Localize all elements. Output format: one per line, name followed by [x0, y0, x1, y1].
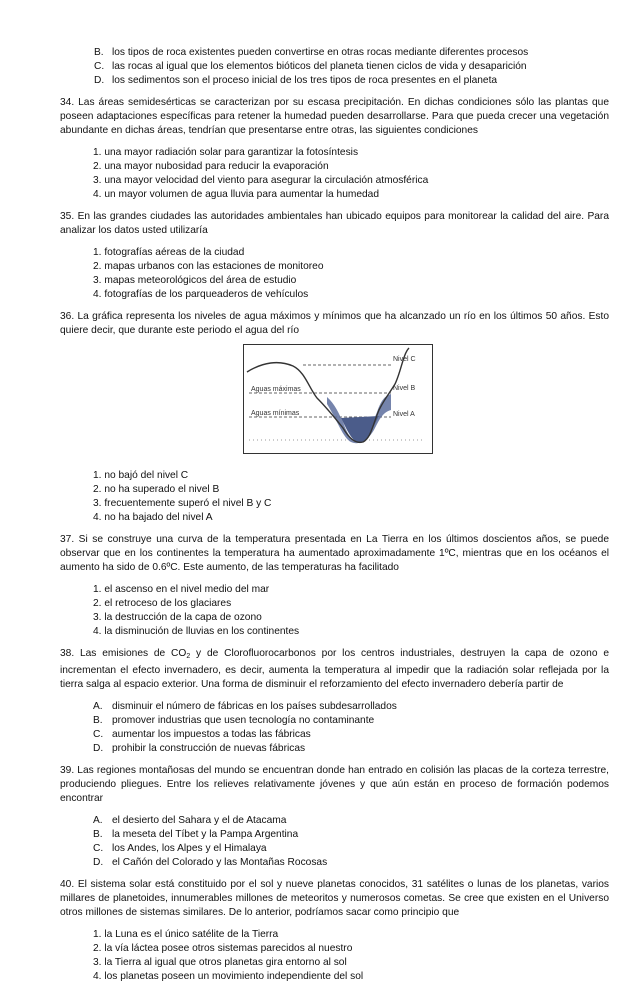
question-37-options — [93, 583, 609, 639]
option-2: 2. el retroceso de los glaciares — [93, 598, 232, 609]
option-a: A. disminuir el número de fábricas en los países subdesarrollados — [93, 701, 397, 712]
option-d: D. prohibir la construcción de nuevas fábricas — [93, 743, 306, 754]
option-2: 2. la vía láctea posee otros sistemas parecidos al nuestro — [93, 943, 353, 954]
aguas-minimas-label: Aguas mínimas — [251, 410, 300, 417]
river-levels-figure — [243, 344, 433, 454]
question-38-options — [93, 700, 609, 756]
question-39-options — [93, 814, 609, 870]
option-3: 3. mapas meteorológicos del área de estudio — [93, 275, 297, 286]
option-3: 3. la Tierra al igual que otros planetas gira entorno al sol — [93, 957, 347, 968]
option-a: A. el desierto del Sahara y el de Atacama — [93, 815, 287, 826]
aguas-maximas-label: Aguas máximas — [251, 386, 301, 393]
question-36-options — [93, 469, 609, 525]
question-35-options — [93, 246, 609, 302]
nivel-b-label: Nivel B — [393, 385, 416, 392]
question-38: 38. Las emisiones de $CO_2$ y de Clorofluorocarbonos por los centros industriales, destruyen la capa de ozono e incrementan el efecto invernadero, es decir, aumenta la temperatura al impedir que la radiación solar reflejada por la tierra salga al espacio exterior. Una forma de disminuir el reforzamiento del efecto invernadero debería partir de — [60, 648, 609, 690]
option-1: 1. la Luna es el único satélite de la Tierra — [93, 929, 279, 940]
option-1: 1. una mayor radiación solar para garantizar la fotosíntesis — [93, 147, 359, 158]
question-40: 40. El sistema solar está constituido por el sol y nueve planetas conocidos, 31 satélites o lunas de los planetas, varios millares de planetoides, innumerables millones de meteoritos y numerosos cometas. Se cree que existen en el Universo otros millones de sistemas similares. De lo anterior, podríamos sacar como principio que — [60, 879, 609, 918]
option-4: 4. un mayor volumen de agua lluvia para aumentar la humedad — [93, 189, 380, 200]
option-4: 4. fotografías de los parqueaderos de vehículos — [93, 289, 309, 300]
question-36: 36. La gráfica representa los niveles de agua máximos y mínimos que ha alcanzado un río en los últimos 50 años. Esto quiere decir, que durante este periodo el agua del río — [60, 311, 609, 336]
question-39: 39. Las regiones montañosas del mundo se encuentran donde han entrado en colisión las placas de la corteza terrestre, produciendo pliegues. Entre los relieves relativamente jóvenes y que aún están en proceso de formación podemos encontrar — [60, 765, 609, 804]
previous-question-options — [94, 46, 609, 88]
option-c: C. las rocas al igual que los elementos bióticos del planeta tienen ciclos de vida y desaparición — [94, 61, 527, 72]
option-1: 1. fotografías aéreas de la ciudad — [93, 247, 245, 258]
question-35: 35. En las grandes ciudades las autoridades ambientales han ubicado equipos para monitorear la calidad del aire. Para analizar los datos usted utilizaría — [60, 211, 609, 236]
option-4: 4. la disminución de lluvias en los continentes — [93, 626, 300, 637]
exam-page — [60, 46, 609, 984]
option-1: 1. el ascenso en el nivel medio del mar — [93, 584, 270, 595]
option-4: 4. no ha bajado del nivel A — [93, 512, 213, 523]
nivel-c-label: Nivel C — [393, 356, 416, 363]
option-c: C. aumentar los impuestos a todas las fábricas — [93, 729, 311, 740]
option-d: D. los sedimentos son el proceso inicial de los tres tipos de roca presentes en el planeta — [94, 75, 498, 86]
option-b: B. la meseta del Tíbet y la Pampa Argentina — [93, 829, 299, 840]
option-c: C. los Andes, los Alpes y el Himalaya — [93, 843, 267, 854]
option-3: 3. frecuentemente superó el nivel B y C — [93, 498, 272, 509]
option-3: 3. la destrucción de la capa de ozono — [93, 612, 262, 623]
option-3: 3. una mayor velocidad del viento para asegurar la circulación atmosférica — [93, 175, 429, 186]
option-2: 2. no ha superado el nivel B — [93, 484, 220, 495]
option-d: D. el Cañón del Colorado y las Montañas Rocosas — [93, 857, 328, 868]
question-34-options — [93, 146, 609, 202]
option-4: 4. los planetas poseen un movimiento independiente del sol — [93, 971, 364, 982]
option-2: 2. una mayor nubosidad para reducir la evaporación — [93, 161, 329, 172]
nivel-a-label: Nivel A — [393, 411, 415, 418]
question-34: 34. Las áreas semidesérticas se caracterizan por su escasa precipitación. En dichas condiciones sólo las plantas que poseen adaptaciones específicas para retener la humedad pueden desarrollarse. Para que pueda crecer una vegetación abundante en dichas áreas, tendrían que presentarse entre otras, las siguientes condiciones — [60, 97, 609, 136]
option-2: 2. mapas urbanos con las estaciones de monitoreo — [93, 261, 324, 272]
question-37: 37. Si se construye una curva de la temperatura presentada en La Tierra en los últimos doscientos años, se puede observar que en los continentes la temperatura ha aumentado aproximadamente 1ºC, mientras que en los océanos el aumento ha sido de 0.6ºC. Este aumento, de las temperaturas ha facilitado — [60, 534, 609, 573]
option-b: B. promover industrias que usen tecnología no contaminante — [93, 715, 375, 726]
option-b: B. los tipos de roca existentes pueden convertirse en otras rocas mediante diferentes procesos — [94, 47, 529, 58]
option-1: 1. no bajó del nivel C — [93, 470, 189, 481]
